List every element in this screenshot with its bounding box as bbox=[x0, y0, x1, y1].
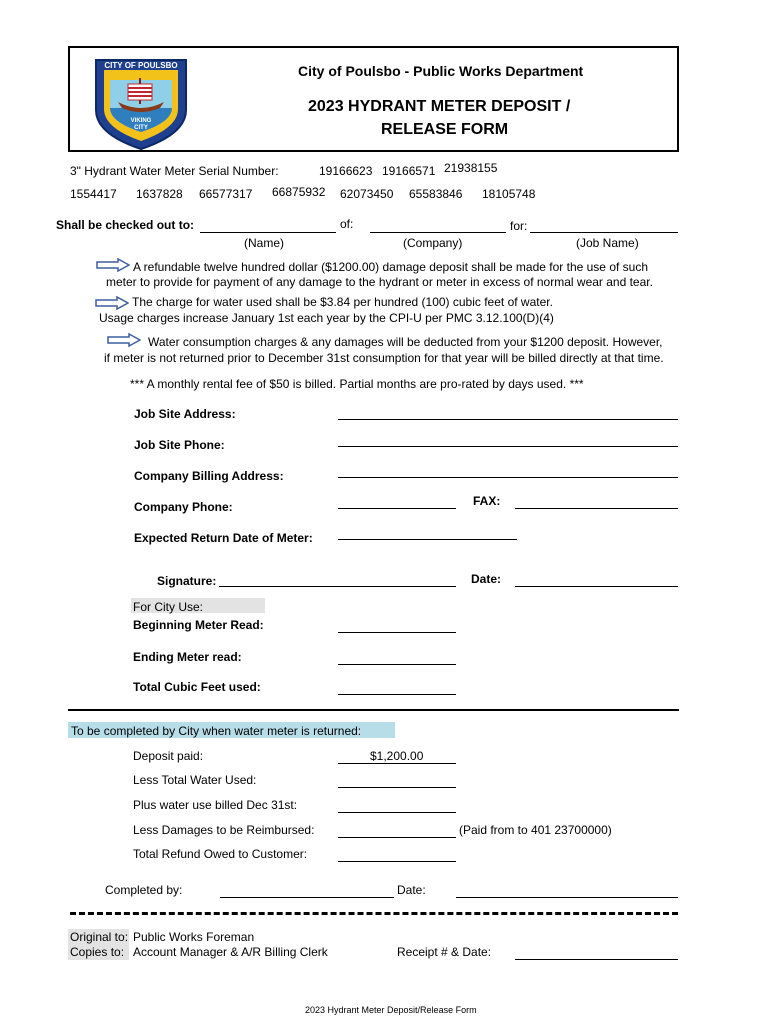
arrow-right-icon bbox=[107, 333, 141, 347]
company-phone-label: Company Phone: bbox=[134, 500, 233, 514]
less-damages-field[interactable] bbox=[338, 837, 456, 838]
total-refund-field[interactable] bbox=[338, 861, 456, 862]
fax-field[interactable] bbox=[515, 508, 678, 509]
water-charge-line-2: Usage charges increase January 1st each year by the CPI-U per PMC 3.12.100(D)(4) bbox=[99, 311, 554, 325]
serial-number: 21938155 bbox=[444, 161, 498, 175]
signature-date-field[interactable] bbox=[515, 586, 678, 587]
completed-by-label: Completed by: bbox=[105, 883, 183, 897]
name-caption: (Name) bbox=[244, 236, 285, 250]
company-caption: (Company) bbox=[403, 236, 463, 250]
receipt-label: Receipt # & Date: bbox=[397, 945, 492, 959]
checkout-company-field[interactable] bbox=[370, 232, 506, 233]
return-date-field[interactable] bbox=[338, 539, 517, 540]
deposit-paid-label: Deposit paid: bbox=[133, 749, 204, 763]
form-title-line-2: RELEASE FORM bbox=[381, 121, 509, 138]
completed-by-field[interactable] bbox=[220, 897, 394, 898]
deposit-paid-value: $1,200.00 bbox=[370, 749, 424, 763]
company-phone-field[interactable] bbox=[338, 508, 456, 509]
checkout-name-field[interactable] bbox=[200, 232, 336, 233]
signature-label: Signature: bbox=[157, 574, 217, 588]
original-to-label: Original to: bbox=[70, 930, 129, 944]
date-label: Date: bbox=[471, 572, 502, 586]
job-site-address-field[interactable] bbox=[338, 419, 678, 420]
billing-address-field[interactable] bbox=[338, 477, 678, 478]
job-site-phone-field[interactable] bbox=[338, 446, 678, 447]
deposit-paid-field[interactable] bbox=[338, 763, 456, 764]
serial-number: 1637828 bbox=[136, 187, 183, 201]
return-date-label: Expected Return Date of Meter: bbox=[134, 531, 313, 545]
city-seal-logo bbox=[88, 52, 194, 152]
job-site-phone-label: Job Site Phone: bbox=[134, 438, 225, 452]
serial-number: 65583846 bbox=[409, 187, 463, 201]
total-cf-label: Total Cubic Feet used: bbox=[133, 680, 261, 694]
serial-number: 66875932 bbox=[272, 185, 326, 199]
serial-number: 62073450 bbox=[340, 187, 394, 201]
checkout-for-label: for: bbox=[510, 219, 528, 233]
deposit-terms-line-1: A refundable twelve hundred dollar ($1200.00) damage deposit shall be made for the use of such bbox=[133, 260, 649, 274]
serial-number: 19166623 bbox=[319, 164, 373, 178]
original-to-value: Public Works Foreman bbox=[133, 930, 255, 944]
begin-read-field[interactable] bbox=[338, 632, 456, 633]
consumption-line-1: Water consumption charges & any damages will be deducted from your $1200 deposit. However, bbox=[148, 335, 663, 349]
checkout-label: Shall be checked out to: bbox=[56, 218, 195, 232]
paid-from-note: (Paid from to 401 23700000) bbox=[459, 823, 612, 837]
logo-top-text: CITY OF POULSBO bbox=[104, 61, 178, 70]
plus-water-field[interactable] bbox=[338, 812, 456, 813]
section-divider bbox=[68, 709, 679, 711]
rental-fee-note: *** A monthly rental fee of $50 is billed. Partial months are pro-rated by days used. *** bbox=[130, 377, 584, 391]
city-use-label: For City Use: bbox=[133, 600, 204, 614]
serial-number: 19166571 bbox=[382, 164, 436, 178]
receipt-field[interactable] bbox=[515, 959, 678, 960]
form-title-line-1: 2023 HYDRANT METER DEPOSIT / bbox=[308, 98, 571, 115]
deposit-terms-line-2: meter to provide for payment of any damage to the hydrant or meter in excess of normal wear and tear. bbox=[106, 275, 653, 289]
less-water-label: Less Total Water Used: bbox=[133, 773, 257, 787]
return-banner: To be completed by City when water meter is returned: bbox=[71, 724, 362, 738]
logo-bottom-text-2: CITY bbox=[134, 125, 148, 131]
copies-to-value: Account Manager & A/R Billing Clerk bbox=[133, 945, 328, 959]
total-cf-field[interactable] bbox=[338, 694, 456, 695]
arrow-right-icon bbox=[96, 258, 130, 272]
completed-date-label: Date: bbox=[397, 883, 426, 897]
billing-address-label: Company Billing Address: bbox=[134, 469, 284, 483]
end-read-label: Ending Meter read: bbox=[133, 650, 242, 664]
less-damages-label: Less Damages to be Reimbursed: bbox=[133, 823, 315, 837]
page-footer: 2023 Hydrant Meter Deposit/Release Form bbox=[305, 1005, 477, 1015]
logo-bottom-text-1: VIKING bbox=[130, 118, 152, 124]
job-site-address-label: Job Site Address: bbox=[134, 407, 236, 421]
consumption-line-2: if meter is not returned prior to December 31st consumption for that year will be billed directly at that time. bbox=[104, 351, 664, 365]
copies-to-label: Copies to: bbox=[70, 945, 125, 959]
serial-label: 3" Hydrant Water Meter Serial Number: bbox=[70, 164, 279, 178]
department-title: City of Poulsbo - Public Works Department bbox=[298, 63, 584, 79]
total-refund-label: Total Refund Owed to Customer: bbox=[133, 847, 308, 861]
less-water-field[interactable] bbox=[338, 787, 456, 788]
job-caption: (Job Name) bbox=[576, 236, 639, 250]
checkout-job-field[interactable] bbox=[530, 232, 678, 233]
serial-number: 1554417 bbox=[70, 187, 117, 201]
serial-number: 66577317 bbox=[199, 187, 253, 201]
fax-label: FAX: bbox=[473, 494, 501, 508]
dashed-divider bbox=[70, 912, 678, 915]
signature-field[interactable] bbox=[219, 586, 456, 587]
arrow-right-icon bbox=[95, 296, 129, 310]
completed-date-field[interactable] bbox=[456, 897, 678, 898]
serial-number: 18105748 bbox=[482, 187, 536, 201]
begin-read-label: Beginning Meter Read: bbox=[133, 618, 264, 632]
water-charge-line-1: The charge for water used shall be $3.84 per hundred (100) cubic feet of water. bbox=[132, 295, 553, 309]
plus-water-label: Plus water use billed Dec 31st: bbox=[133, 798, 298, 812]
checkout-of-label: of: bbox=[340, 217, 354, 231]
end-read-field[interactable] bbox=[338, 664, 456, 665]
